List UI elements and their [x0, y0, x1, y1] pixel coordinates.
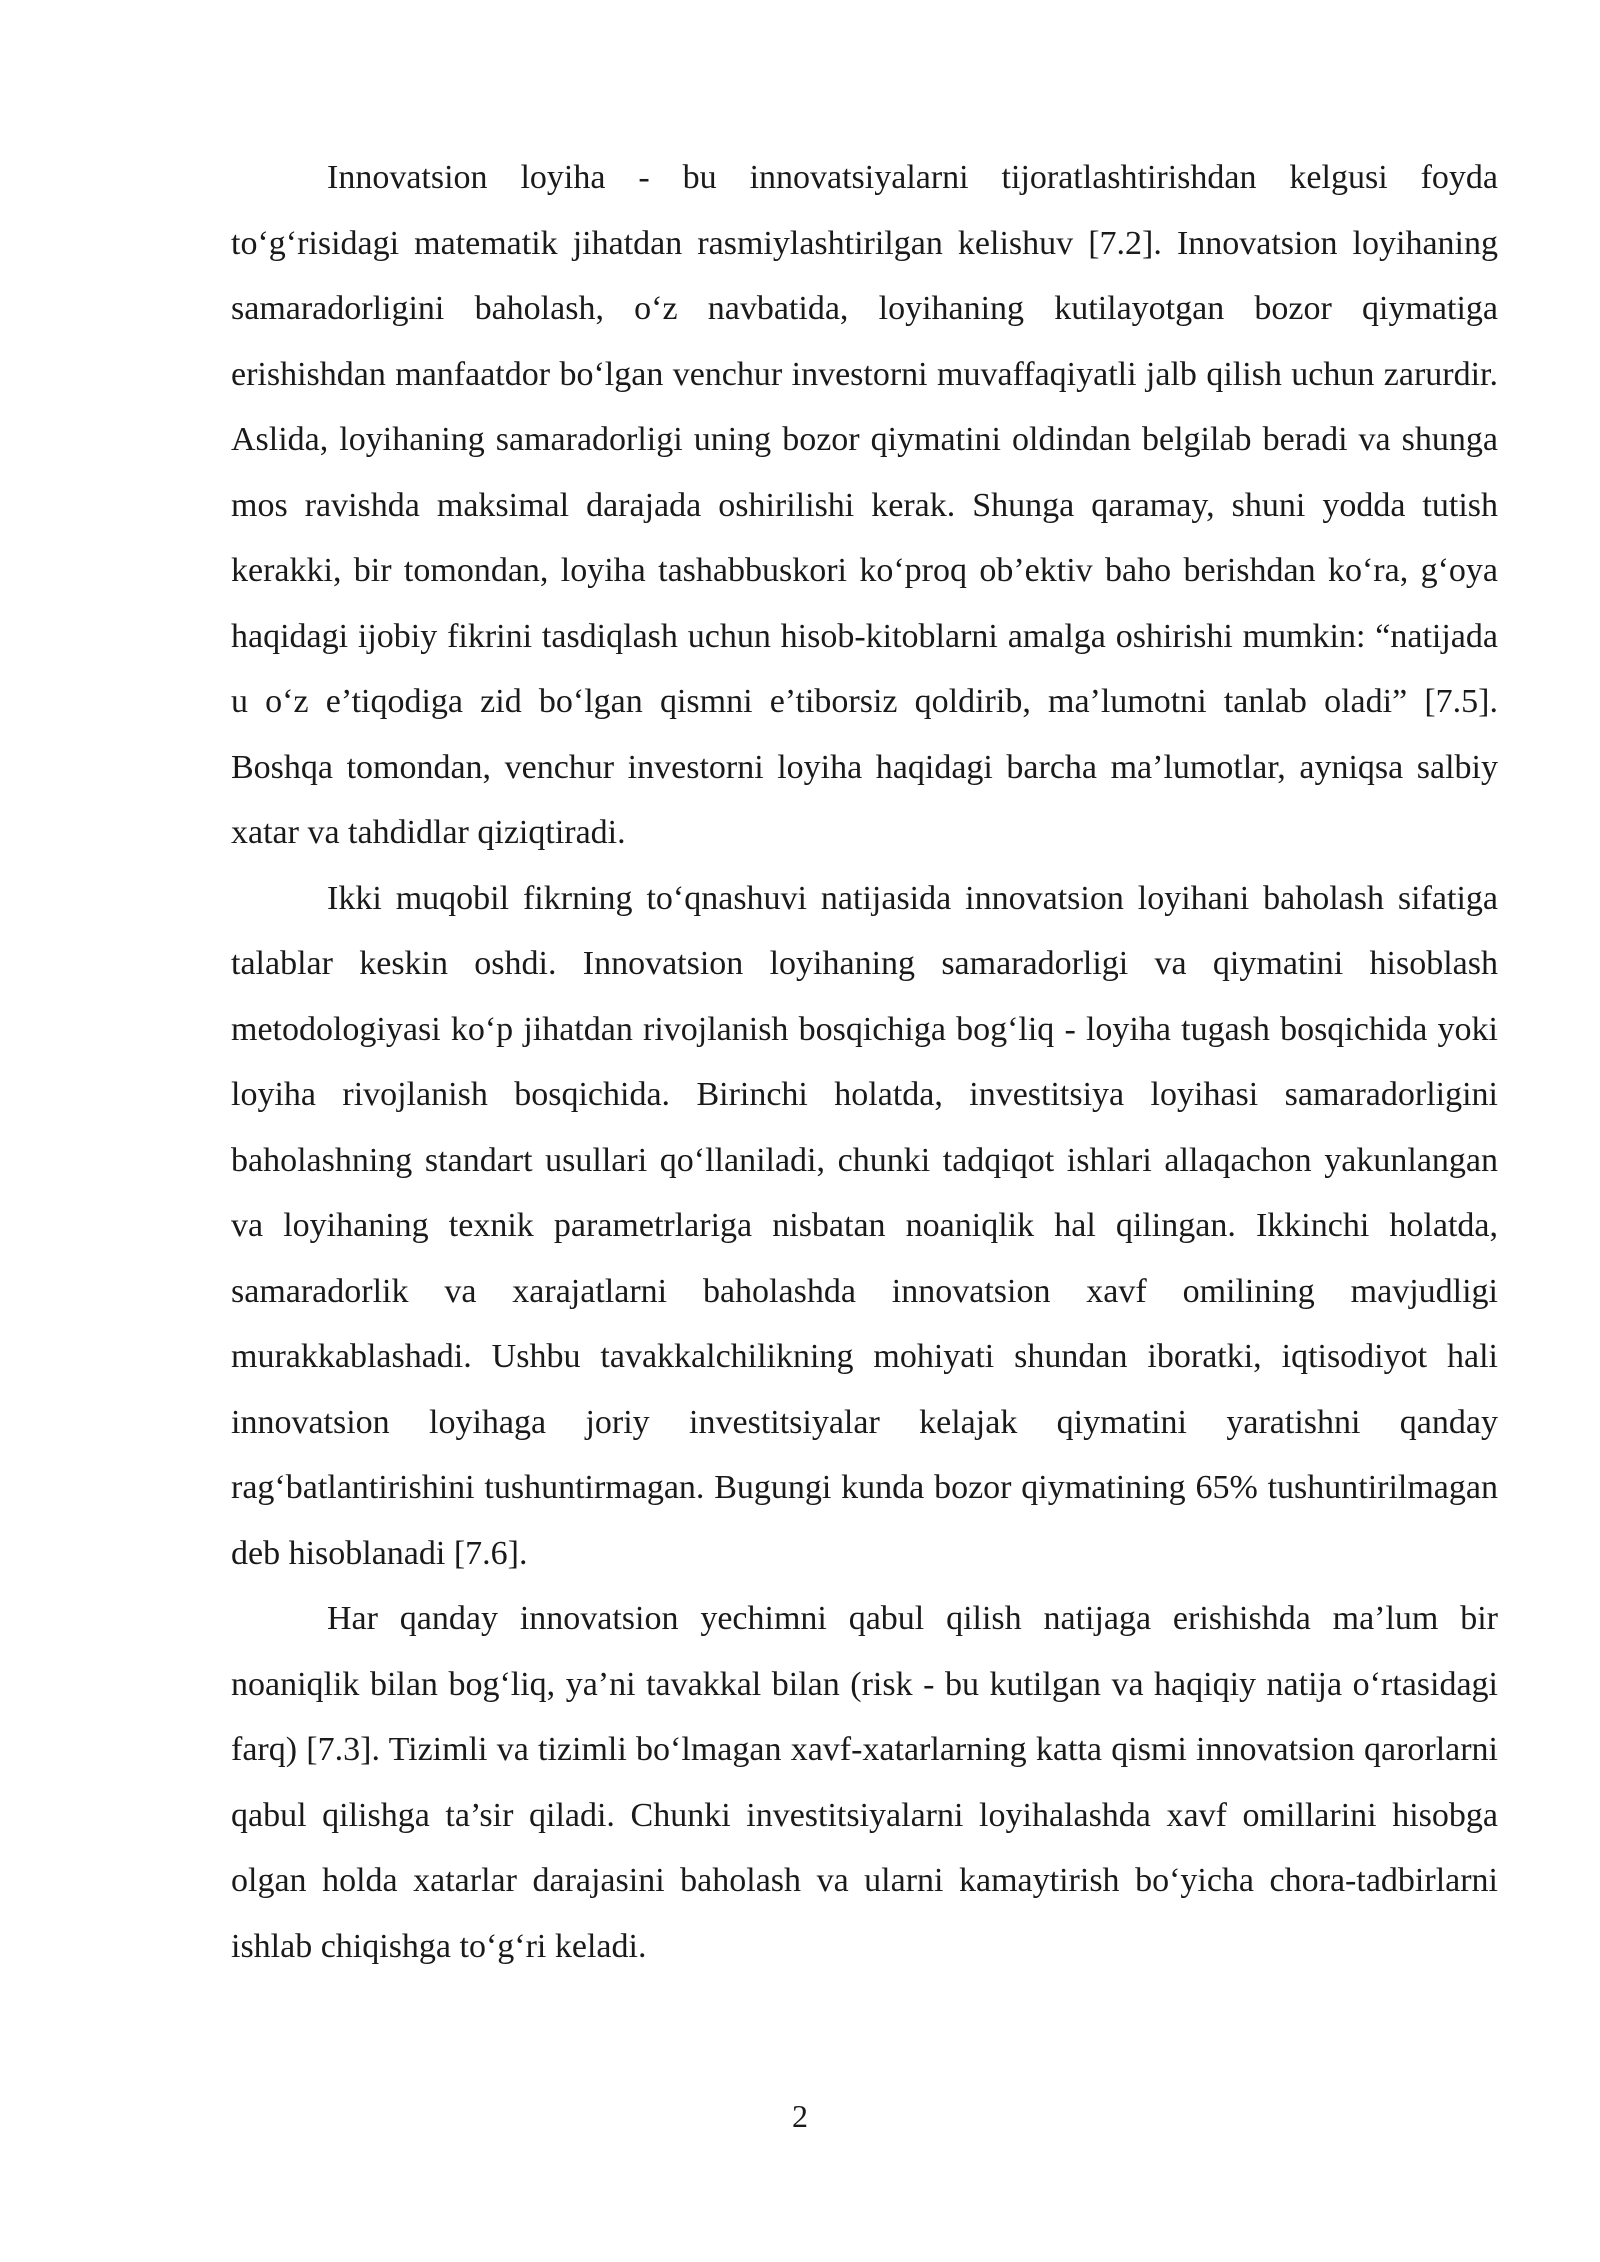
page-number: 2 — [792, 2098, 808, 2134]
paragraph-2: Ikki muqobil fikrning to‘qnashuvi natijasida innovatsion loyihani baholash sifatiga talablar keskin oshdi. Innovatsion loyihaning samaradorligi va qiymatini hisoblash metodologiyasi ko‘p jihatdan rivojlanish bosqichiga bog‘liq - loyiha tugash bosqichida yoki loyiha rivojlanish bosqichida. Birinchi holatda, investitsiya loyihasi samaradorligini baholashning standart usullari qo‘llaniladi, chunki tadqiqot ishlari allaqachon yakunlangan va loyihaning texnik parametrlariga nisbatan noaniqlik hal qilingan. Ikkinchi holatda, samaradorlik va xarajatlarni baholashda innovatsion xavf omilining mavjudligi murakkablashadi. Ushbu tavakkalchilikning mohiyati shundan iboratki, iqtisodiyot hali innovatsion loyihaga joriy investitsiyalar kelajak qiymatini yaratishni qanday rag‘batlantirishini tushuntirmagan. Bugungi kunda bozor qiymatining 65% tushuntirilmagan deb hisoblanadi [7.6]. — [231, 879, 1498, 1572]
paragraph-1: Innovatsion loyiha - bu innovatsiyalarni tijoratlashtirishdan kelgusi foyda to‘g‘risidagi matematik jihatdan rasmiylashtirilgan kelishuv [7.2]. Innovatsion loyihaning samaradorligini baholash, o‘z navbatida, loyihaning kutilayotgan bozor qiymatiga erishishdan manfaatdor bo‘lgan venchur investorni muvaffaqiyatli jalb qilish uchun zarurdir. Aslida, loyihaning samaradorligi uning bozor qiymatini oldindan belgilab beradi va shunga mos ravishda maksimal darajada oshirilishi kerak. Shunga qaramay, shuni yodda tutish kerakki, bir tomondan, loyiha tashabbuskori ko‘proq ob’ektiv baho berishdan ko‘ra, g‘oya haqidagi ijobiy fikrini tasdiqlash uchun hisob-kitoblarni amalga oshirishi mumkin: “natijada u o‘z e’tiqodiga zid bo‘lgan qismni e’tiborsiz qoldirib, ma’lumotni tanlab oladi” [7.5]. Boshqa tomondan, venchur investorni loyiha haqidagi barcha ma’lumotlar, ayniqsa salbiy xatar va tahdidlar qiziqtiradi. — [231, 159, 1498, 851]
body-text — [231, 145, 1498, 1979]
paragraph-3: Har qanday innovatsion yechimni qabul qilish natijaga erishishda ma’lum bir noaniqlik bilan bog‘liq, ya’ni tavakkal bilan (risk - bu kutilgan va haqiqiy natija o‘rtasidagi farq) [7.3]. Tizimli va tizimli bo‘lmagan xavf-xatarlarning katta qismi innovatsion qarorlarni qabul qilishga ta’sir qiladi. Chunki investitsiyalarni loyihalashda xavf omillarini hisobga olgan holda xatarlar darajasini baholash va ularni kamaytirish bo‘yicha chora-tadbirlarni ishlab chiqishga to‘g‘ri keladi. — [231, 1600, 1498, 1965]
